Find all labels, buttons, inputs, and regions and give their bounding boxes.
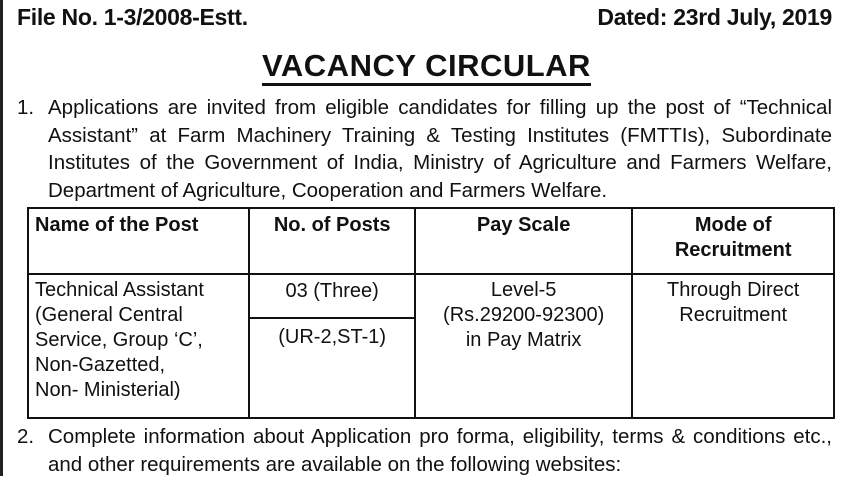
paragraph-2 (17, 423, 832, 478)
post-line: (General Central (35, 304, 183, 326)
mode-line: Recruitment (679, 304, 788, 326)
post-line: Service, Group ‘C’, (35, 329, 203, 351)
header-no-of-posts (249, 208, 415, 274)
paragraph-1-number: 1. (17, 96, 35, 119)
pay-line: (Rs.29200-92300) (443, 304, 605, 326)
paragraph-1-text: Applications are invited from eligible candidates for filling up the post of “Technical Assistant” at Farm Machinery Training & Testing Institutes (FMTTIs), Subordinate Institutes of the Government of India, Ministry of Agriculture and Farmers Welfare, Department of Agriculture, Cooperation and Farmers Welfare. (48, 96, 832, 202)
pay-line: Level-5 (490, 279, 557, 301)
table-row (28, 274, 834, 318)
cell-pay-scale (415, 274, 632, 418)
post-line: Non-Gazetted, (35, 354, 166, 376)
post-line: Technical Assistant (35, 279, 204, 301)
mode-line: Through Direct (667, 279, 800, 301)
page-title (3, 48, 850, 84)
paragraph-2-number: 2. (17, 425, 35, 448)
header-no-of-posts-label: No. of Posts (273, 214, 391, 236)
post-line: Non- Ministerial) (35, 379, 181, 401)
file-number: File No. 1-3/2008-Estt. (17, 4, 248, 30)
cell-posts-count: 03 (Three) (249, 274, 415, 318)
pay-line: in Pay Matrix (465, 329, 582, 351)
title-text: VACANCY CIRCULAR (262, 48, 591, 86)
header-pay-scale: Pay Scale (415, 208, 632, 274)
header-mode-of-recruitment: Mode of Recruitment (632, 208, 834, 274)
header-row (17, 4, 832, 31)
paragraph-2-text: Complete information about Application pro forma, eligibility, terms & conditions etc., and other requirements are available on the following websites: (48, 425, 832, 476)
circular-date: Dated: 23rd July, 2019 (597, 4, 832, 30)
table-header-row (28, 208, 834, 274)
cell-mode-of-recruitment (632, 274, 834, 418)
vacancy-table (27, 207, 835, 419)
cell-post-name (28, 274, 249, 418)
header-post-name: Name of the Post (28, 208, 249, 274)
paragraph-1 (17, 94, 832, 204)
cell-posts-breakup: (UR-2,ST-1) (249, 318, 415, 418)
